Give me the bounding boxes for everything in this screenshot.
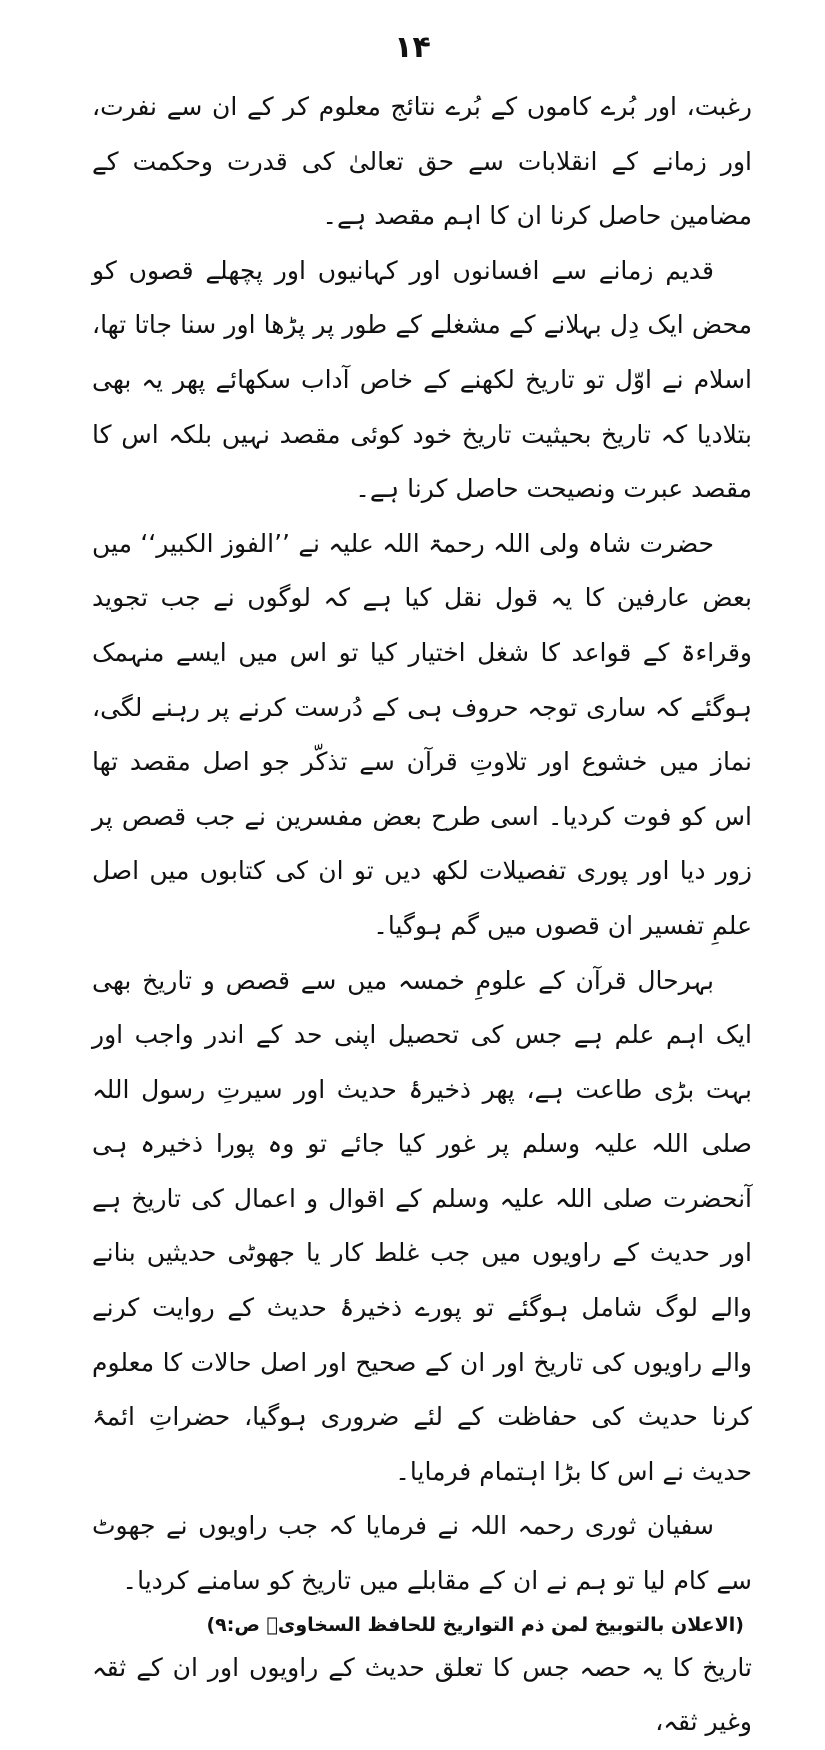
final-paragraph: تاریخ کا یہ حصہ جس کا تعلق حدیث کے راویوں اور ان کے ثقہ وغیر ثقہ، bbox=[92, 1652, 752, 1737]
paragraph-4: بہرحال قرآن کے علومِ خمسہ میں سے قصص و تاریخ بھی ایک اہم علم ہے جس کی تحصیل اپنی حد کے اندر واجب اور بہت بڑی طاعت ہے، پھر ذخیرۂ حدیث اور سیرتِ رسول اللہ صلی اللہ علیہ وسلم پر غور کیا جائے تو وہ پورا ذخیرہ ہی آنحضرت صلی اللہ علیہ وسلم کے اقوال و اعمال کی تاریخ ہے اور حدیث کے راویوں میں جب غلط کار یا جھوٹی حدیثیں بنانے والے لوگ شامل ہوگئے تو پورے ذخیرۂ حدیث کے روایت کرنے والے راویوں کی تاریخ اور ان کے صحیح اور اصل حالات کا معلوم کرنا حدیث کی حفاظت کے لئے ضروری ہوگیا، حضراتِ ائمۂ حدیث نے اس کا بڑا اہتمام فرمایا۔ bbox=[92, 965, 752, 1486]
page-number: ۱۴ bbox=[394, 30, 431, 65]
paragraph-3: حضرت شاہ ولی اللہ رحمۃ اللہ علیہ نے ’’الفوز الکبیر‘‘ میں بعض عارفین کا یہ قول نقل کیا ہے کہ لوگوں نے جب تجوید وقراءۃ کے قواعد کا شغل اختیار کیا تو اس میں ایسے منہمک ہوگئے کہ ساری توجہ حروف ہی کے دُرست کرنے پر رہنے لگی، نماز میں خشوع اور تلاوتِ قرآن سے تذکّر جو اصل مقصد تھا اس کو فوت کردیا۔ اسی طرح بعض مفسرین نے جب قصص پر زور دیا اور پوری تفصیلات لکھ دیں تو ان کی کتابوں میں اصل علمِ تفسیر ان قصوں میں گم ہوگیا۔ bbox=[92, 528, 752, 940]
citation: (الاعلان بالتوبیخ لمن ذم التواریخ للحافظ السخاویؒ ص:۹) bbox=[206, 1613, 744, 1636]
paragraph-2: قدیم زمانے سے افسانوں اور کہانیوں اور پچھلے قصوں کو محض ایک دِل بہلانے کے مشغلے کے طور پر پڑھا اور سنا جاتا تھا، اسلام نے اوّل تو تاریخ لکھنے کے خاص آداب سکھائے پھر یہ بھی بتلادیا کہ تاریخ بحیثیت تاریخ خود کوئی مقصد نہیں بلکہ اس کا مقصد عبرت ونصیحت حاصل کرنا ہے۔ bbox=[92, 255, 752, 504]
paragraph-1: رغبت، اور بُرے کاموں کے بُرے نتائج معلوم کر کے ان سے نفرت، اور زمانے کے انقلابات سے حق تعالیٰ کی قدرت وحکمت کے مضامین حاصل کرنا ان کا اہم مقصد ہے۔ bbox=[92, 92, 752, 231]
paragraph-5: سفیان ثوری رحمہ اللہ نے فرمایا کہ جب راویوں نے جھوٹ سے کام لیا تو ہم نے ان کے مقابلے میں تاریخ کو سامنے کردیا۔ bbox=[92, 1511, 752, 1596]
body-text bbox=[92, 80, 752, 1750]
